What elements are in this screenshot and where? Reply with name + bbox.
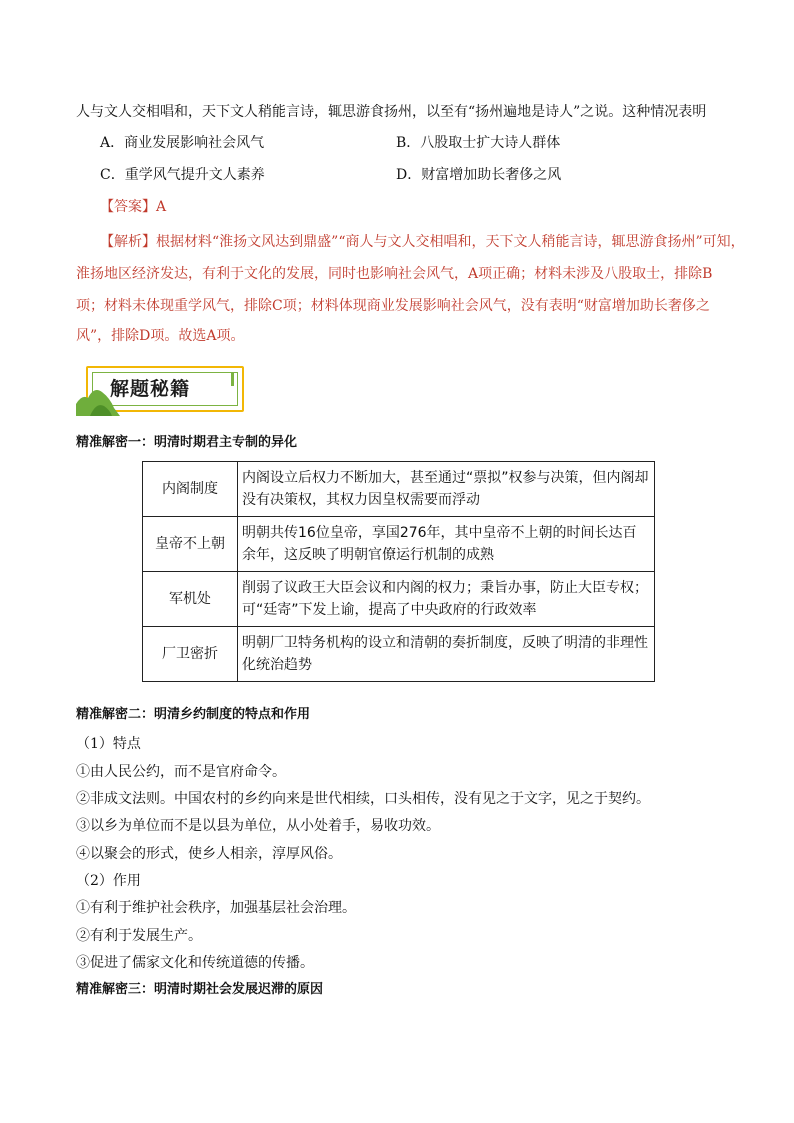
section-banner [76, 364, 248, 416]
list-item: ②有利于发展生产。 [76, 928, 202, 944]
table-row [143, 627, 655, 682]
table-key: 军机处 [143, 572, 238, 627]
section2-sub2: （2）作用 [76, 873, 141, 889]
option-a: A．商业发展影响社会风气 [100, 135, 265, 151]
answer-label: 【答案】 [100, 199, 156, 215]
analysis-line-2: 淮扬地区经济发达，有利于文化的发展，同时也影响社会风气，A项正确；材料未涉及八股取士，排除B [76, 266, 713, 282]
list-item: ①有利于维护社会秩序，加强基层社会治理。 [76, 900, 356, 916]
section3-title: 精准解密三：明清时期社会发展迟滞的原因 [76, 982, 324, 997]
list-item: ④以聚会的形式，使乡人相亲，淳厚风俗。 [76, 846, 342, 862]
list-item: ①由人民公约，而不是官府命令。 [76, 764, 286, 780]
list-item: ②非成文法则。中国农村的乡约向来是世代相续，口头相传，没有见之于文字，见之于契约。 [76, 791, 650, 807]
table-key: 厂卫密折 [143, 627, 238, 682]
table-row [143, 572, 655, 627]
list-item: ③促进了儒家文化和传统道德的传播。 [76, 955, 314, 971]
table-value: 内阁设立后权力不断加大，甚至通过“票拟”权参与决策，但内阁却没有决策权，其权力因皇权需要而浮动 [238, 462, 655, 517]
banner-title: 解题秘籍 [110, 378, 191, 400]
option-c: C．重学风气提升文人素养 [100, 167, 265, 183]
list-item: ③以乡为单位而不是以县为单位，从小处着手，易收功效。 [76, 818, 440, 834]
answer-line [100, 197, 166, 217]
option-b: B．八股取士扩大诗人群体 [396, 135, 561, 151]
table-row [143, 517, 655, 572]
section2-sub1: （1）特点 [76, 736, 141, 752]
table-value: 明朝共传16位皇帝，享国276年，其中皇帝不上朝的时间长达百余年，这反映了明朝官僚运行机制的成熟 [238, 517, 655, 572]
table-row [143, 462, 655, 517]
analysis-line-4: 风”，排除D项。故选A项。 [76, 328, 245, 344]
question-stem: 人与文人交相唱和，天下文人稍能言诗，辄思游食扬州，以至有“扬州遍地是诗人”之说。这种情况表明 [76, 104, 707, 120]
table-value: 明朝厂卫特务机构的设立和清朝的奏折制度，反映了明清的非理性化统治趋势 [238, 627, 655, 682]
analysis-line-3: 项；材料未体现重学风气，排除C项；材料体现商业发展影响社会风气，没有表明“财富增加助长奢侈之 [76, 298, 710, 314]
analysis-line-1 [100, 232, 745, 252]
analysis-label: 【解析】 [100, 234, 156, 250]
section1-table [142, 461, 655, 682]
table-key: 内阁制度 [143, 462, 238, 517]
table-key: 皇帝不上朝 [143, 517, 238, 572]
answer-value: A [156, 199, 167, 215]
section2-title: 精准解密二：明清乡约制度的特点和作用 [76, 707, 311, 722]
analysis-text-1: 根据材料“淮扬文风达到鼎盛”“商人与文人交相唱和，天下文人稍能言诗，辄思游食扬州”可知， [156, 234, 745, 250]
option-d: D．财富增加助长奢侈之风 [396, 167, 562, 183]
table-value: 削弱了议政王大臣会议和内阁的权力；秉旨办事，防止大臣专权；可“廷寄”下发上谕，提高了中央政府的行政效率 [238, 572, 655, 627]
section1-title: 精准解密一：明清时期君主专制的异化 [76, 435, 298, 450]
